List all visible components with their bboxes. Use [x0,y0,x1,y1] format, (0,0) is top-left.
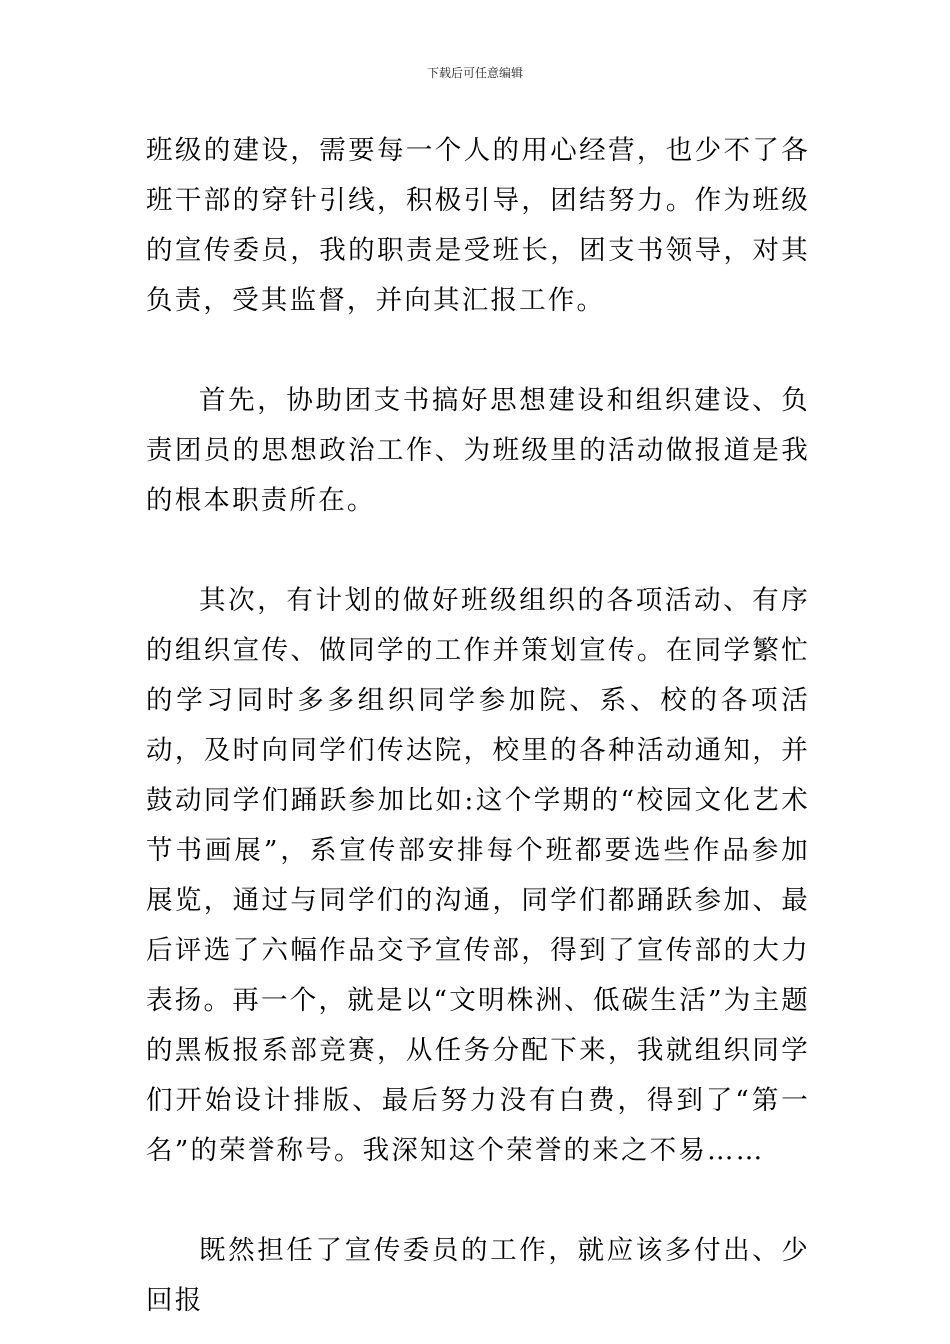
paragraph-intro: 班级的建设，需要每一个人的用心经营，也少不了各班干部的穿针引线，积极引导，团结努力。作为班级的宣传委员，我的职责是受班长，团支书领导，对其负责，受其监督，并向其汇报工作。 [146,135,810,316]
page-header [0,66,950,80]
paragraph-first-duty: 首先，协助团支书搞好思想建设和组织建设、负责团员的思想政治工作、为班级里的活动做报道是我的根本职责所在。 [146,385,810,516]
paragraph-second-duty: 其次，有计划的做好班级组织的各项活动、有序的组织宣传、做同学的工作并策划宣传。在同学繁忙的学习同时多多组织同学参加院、系、校的各项活动，及时向同学们传达院，校里的各种活动通知，并鼓动同学们踊跃参加比如:这个学期的“校园文化艺术节书画展”，系宣传部安排每个班都要选些作品参加展览，通过与同学们的沟通，同学们都踊跃参加、最后评选了六幅作品交予宣传部，得到了宣传部的大力表扬。再一个，就是以“文明株洲、低碳生活”为主题的黑板报系部竞赛，从任务分配下来，我就组织同学们开始设计排版、最后努力没有白费，得到了“第一名”的荣誉称号。我深知这个荣誉的来之不易…… [146,585,810,1166]
paragraph-conclusion: 既然担任了宣传委员的工作，就应该多付出、少回报 [146,1235,810,1316]
document-body [146,126,810,1326]
header-note: 下载后可任意编辑 [426,66,523,80]
